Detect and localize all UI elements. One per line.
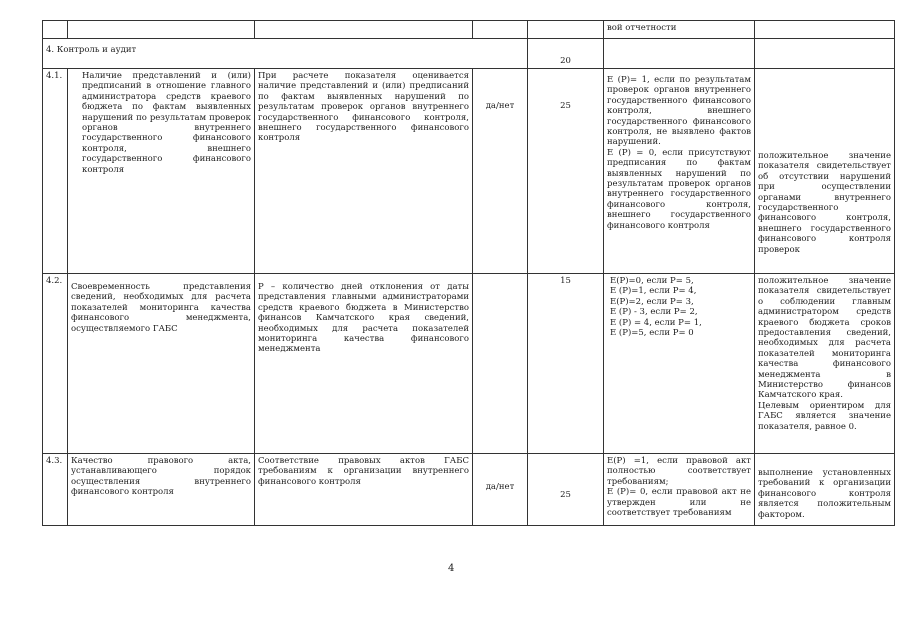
note-paragraph: положительное значение показателя свидетельствует о соблюдении главным администратором средств краевого бюджета сроков предоставления сведений, необходимых для расчета показателей мониторинга качества финансового менеджмента в Министерство финансов Камчатского края. (758, 276, 891, 401)
table-cell (68, 21, 255, 39)
section-row (43, 39, 895, 69)
table-row (43, 454, 895, 526)
calculation (604, 274, 755, 454)
table-cell (755, 39, 895, 69)
indicator-name: Наличие представлений и (или) предписаний в отношение главного администратора средств краевого бюджета по фактам выявленных нарушений по результатам проверок органов внутреннего государственного финансового контроля, внешнего государственного финансового контроля (68, 69, 255, 274)
table-row (43, 274, 895, 454)
table-row (43, 69, 895, 274)
calc-line: E (P)= 0, если правовой акт не утвержден или не соответствует требованиям (607, 487, 751, 519)
calc-line: E (P) = 0, если присутствуют предписания по фактам выявленных нарушений по результатам проверок органов внутреннего государственного финансового контроля, внешнего государственного финансового контроля (607, 147, 751, 231)
indicator-name: Качество правового акта, устанавливающего порядок осуществления внутреннего финансового контроля (68, 454, 255, 526)
table-row (43, 21, 895, 39)
table-cell (604, 39, 755, 69)
calculation (604, 69, 755, 274)
indicator-name: Своевременность представления сведений, необходимых для расчета показателей мониторинга качества финансового менеджмента, осуществляемого ГАБС (68, 274, 255, 454)
unit: да/нет (473, 454, 528, 526)
note (755, 274, 895, 454)
page-number: 4 (448, 563, 455, 574)
calc-line: E(P)=2, если P= 3, (610, 296, 694, 307)
section-title: 4. Контроль и аудит (43, 39, 528, 69)
calculation (604, 454, 755, 526)
table-cell (255, 21, 473, 39)
table-cell (43, 21, 68, 39)
unit (473, 274, 528, 454)
note-paragraph: Целевым ориентиром для ГАБС является значение показателя, равное 0. (758, 400, 891, 432)
calc-line: E(P) =1, если правовой акт полностью соответствует требованиям; (607, 456, 751, 487)
unit: да/нет (473, 69, 528, 274)
top-row-calc: вой отчетности (604, 21, 755, 39)
calc-line: E (P) = 4, если P= 1, (610, 317, 702, 328)
weight: 25 (528, 454, 604, 526)
note: выполнение установленных требований к организации финансового контроля является положительным фактором. (755, 454, 895, 526)
table-cell (528, 21, 604, 39)
indicators-table (42, 20, 895, 526)
indicator-description: Р – количество дней отклонения от даты представления главными администраторами средств краевого бюджета в Министерство финансов Камчатского края сведений, необходимых для расчета показателей мониторинга качества финансового менеджмента (255, 274, 473, 454)
calc-line: E(P)=0, если P= 5, (610, 276, 694, 286)
indicator-description: Соответствие правовых актов ГАБС требованиям к организации внутреннего финансового контроля (255, 454, 473, 526)
section-weight: 20 (528, 39, 604, 69)
row-number: 4.1. (43, 69, 68, 274)
calc-line: E (P)=5, если P= 0 (610, 328, 694, 339)
weight: 15 (528, 274, 604, 454)
indicator-description: При расчете показателя оценивается наличие представлений и (или) предписаний по фактам выявленных нарушений по результатам проверок органов внутреннего государственного финансового контроля, внешнего государственного финансового контроля (255, 69, 473, 274)
table-cell (473, 21, 528, 39)
calc-line: E (P)=1, если P= 4, (610, 286, 697, 297)
table-cell (755, 21, 895, 39)
note: положительное значение показателя свидетельствует об отсутствии нарушений при осуществлении органами внутреннего государственного финансового контроля, внешнего государственного финансового контроля проверок (755, 69, 895, 274)
weight: 25 (528, 69, 604, 274)
row-number: 4.3. (43, 454, 68, 526)
calc-line: E (P) - 3, если P= 2, (610, 307, 698, 318)
row-number: 4.2. (43, 274, 68, 454)
calc-line: E (P)= 1, если по результатам проверок органов внутреннего государственного финансового контроля, внешнего государственного финансового контроля, не выявлено фактов нарушений. (607, 75, 751, 148)
